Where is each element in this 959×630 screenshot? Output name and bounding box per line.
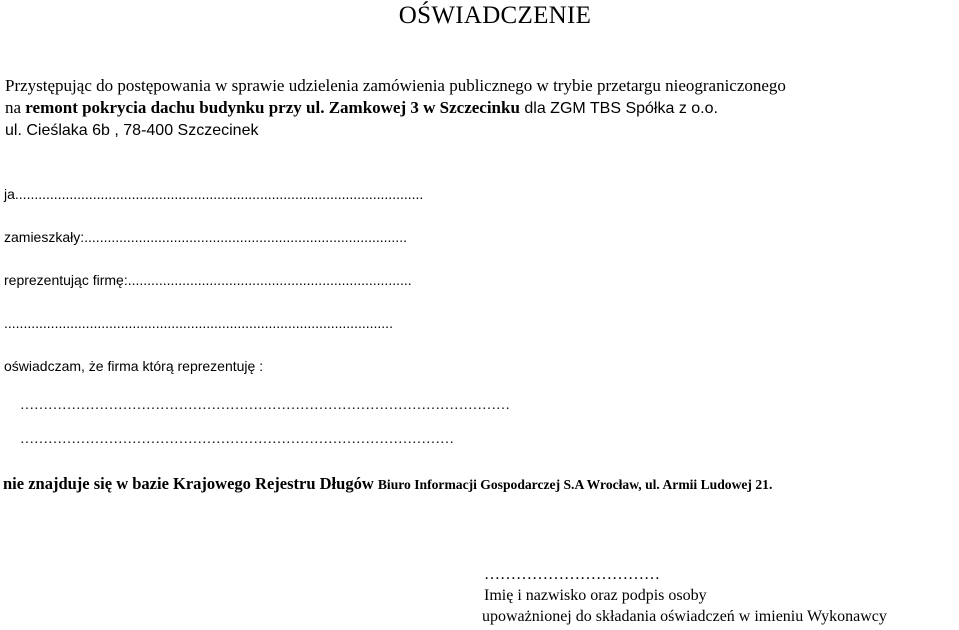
name-field[interactable]: ja......................................................................................................... [4, 186, 424, 202]
company-field[interactable]: reprezentując firmę:......................................................................... [4, 272, 412, 288]
statement-main: nie znajduje się w bazie Krajowego Rejestru Długów [3, 474, 378, 493]
signature-caption-2: upoważnionej do składania oświadczeń w imieniu Wykonawcy [482, 608, 887, 625]
company-name-line-2[interactable]: ………………………………………………………………………………… [20, 432, 454, 447]
authority-address: ul. Cieślaka 6b , 78-400 Szczecinek [5, 122, 259, 139]
signature-caption-1: Imię i nazwisko oraz podpis osoby [484, 587, 707, 604]
intro-line-1: Przystępując do postępowania w sprawie udzielenia zamówienia publicznego w trybie przetargu nieograniczonego [5, 76, 786, 95]
declaration-label: oświadczam, że firma którą reprezentuję : [4, 358, 264, 374]
residence-field[interactable]: zamieszkały:................................................................................... [4, 229, 407, 245]
intro-line-2 [5, 97, 786, 120]
intro-paragraph [5, 75, 786, 142]
signature-dots[interactable]: …………………………… [484, 566, 660, 583]
page-title: OŚWIADCZENIE [398, 2, 592, 29]
intro-line-2-prefix: na [5, 98, 26, 117]
company-name-line-1[interactable]: …………………………………………………………………………………………… [20, 398, 510, 413]
declaration-statement [3, 474, 772, 494]
statement-bureau: Biuro Informacji Gospodarczej S.A Wrocław, ul. Armii Ludowej 21. [377, 477, 773, 492]
contracting-authority: dla ZGM TBS Spółka z o.o. [519, 100, 718, 117]
contract-subject: remont pokrycia dachu budynku przy ul. Zamkowej 3 w Szczecinku [25, 98, 520, 117]
company-field-continuation[interactable]: .................................................................................................... [4, 315, 393, 331]
